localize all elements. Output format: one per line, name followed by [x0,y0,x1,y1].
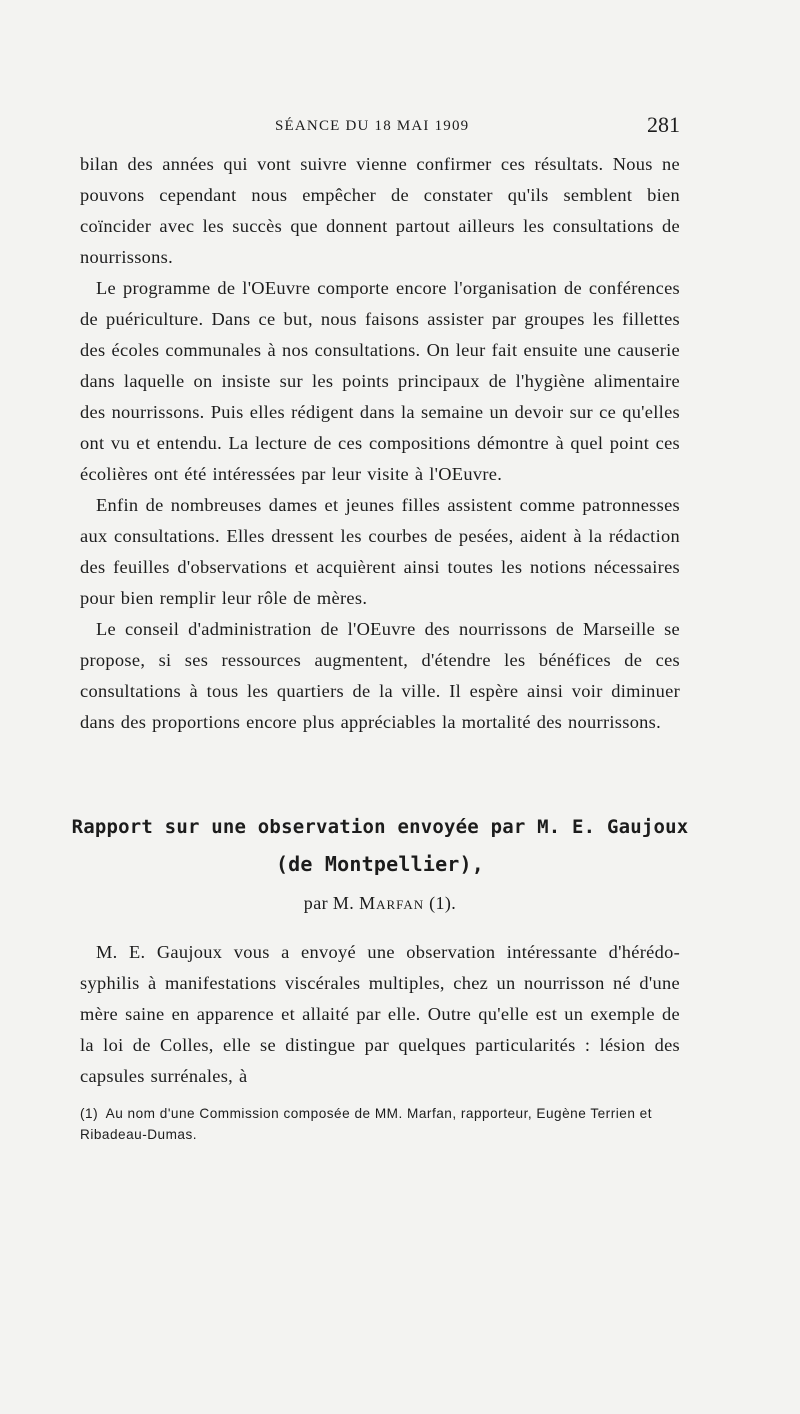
section-title-location: (de Montpellier), [275,852,485,876]
footnote [80,1103,680,1145]
footnote-marker: (1) [80,1106,99,1121]
body-text-top [80,149,680,738]
paragraph-conseil: Le conseil d'administration de l'OEuvre des nourrissons de Marseille se propose, si ses ressources augmentent, d'étendre les bénéfices de ces consultations à tous les quartiers de la ville. Il espère ainsi voir diminuer dans des proportions encore plus appréciables la mortalité des nourrissons. [80,619,680,732]
paragraph-gaujoux: M. E. Gaujoux vous a envoyé une observation intéressante d'hérédo-syphilis à manifestations viscérales multiples, chez un nourrisson né d'une mère saine en apparence et allaité par elle. Outre qu'elle est un exemple de la loi de Colles, elle se distingue par quelques particularités : lésion des capsules surrénales, à [80,942,680,1086]
paragraph-programme: Le programme de l'OEuvre comporte encore l'organisation de conférences de puériculture. Dans ce but, nous faisons assister par groupes les fillettes des écoles communales à nos consultations. On leur fait ensuite une causerie dans laquelle on insiste sur les points principaux de l'hygiène alimentaire des nourrissons. Puis elles rédigent dans la semaine un devoir sur ce qu'elles ont vu et entendu. La lecture de ces compositions démontre à quel point ces écolières ont été intéressées par leur visite à l'OEuvre. [80,278,680,484]
running-head [80,112,680,142]
page-number: 281 [647,112,680,137]
byline [80,893,680,914]
body-text-bottom [80,937,680,1092]
running-title: SÉANCE DU 18 MAI 1909 [275,118,470,134]
section-title: Rapport sur une observation envoyée par M. E. Gaujoux [71,816,689,838]
footnote-text: Au nom d'une Commission composée de MM. Marfan, rapporteur, Eugène Terrien et Ribadeau-Dumas. [80,1106,652,1142]
paragraph-patronnesses: Enfin de nombreuses dames et jeunes filles assistent comme patronnesses aux consultations. Elles dressent les courbes de pesées, aident à la rédaction des feuilles d'observations et acquièrent ainsi toutes les notions nécessaires pour bien remplir leur rôle de mères. [80,495,680,608]
byline-author: Marfan [359,893,425,913]
byline-prefix: par M. [303,893,355,913]
byline-footnote-ref: (1). [429,893,457,913]
paragraph-results: bilan des années qui vont suivre vienne confirmer ces résultats. Nous ne pouvons cependant nous empêcher de constater qu'ils semblent bien coïncider avec les succès que donnent partout ailleurs les consultations de nourrissons. [80,154,680,267]
